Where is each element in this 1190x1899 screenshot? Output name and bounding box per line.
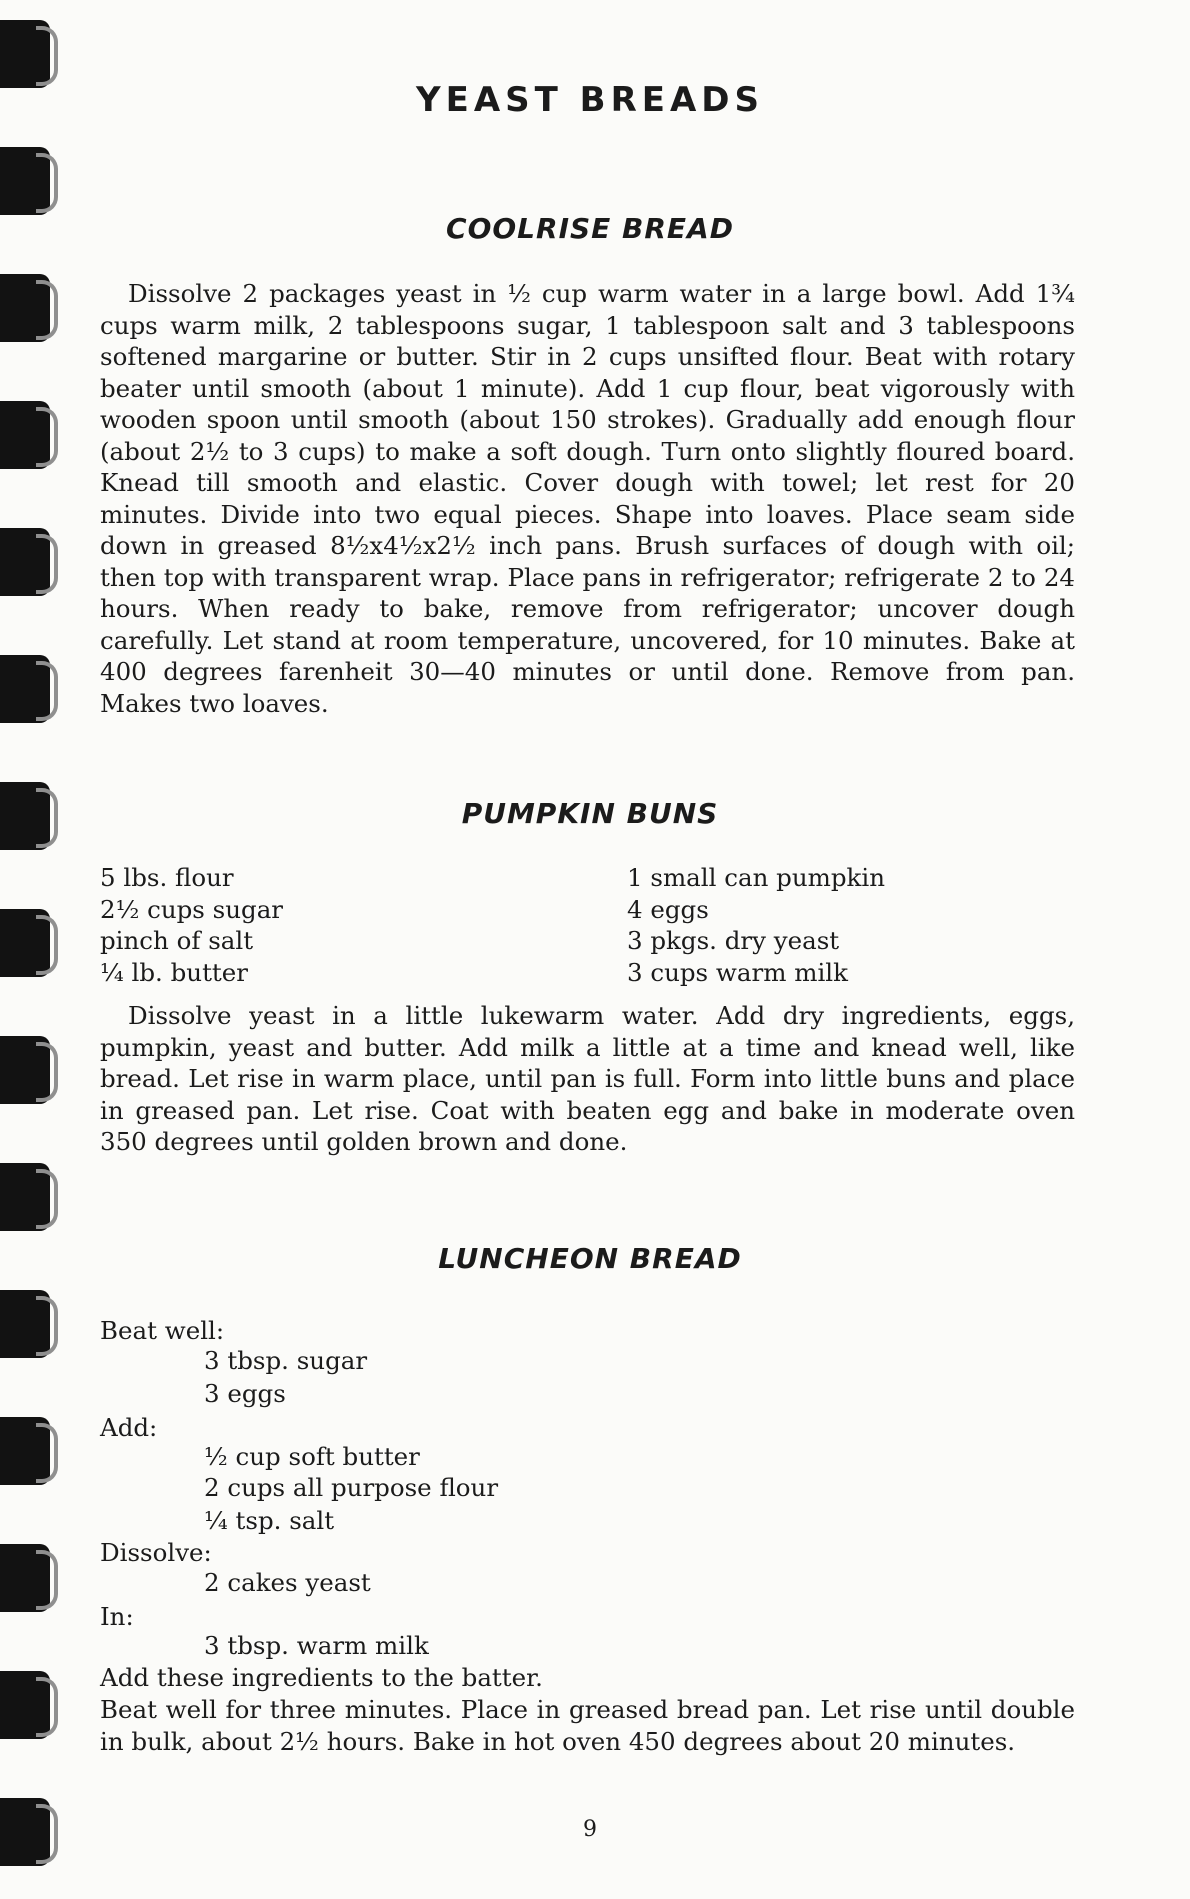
- ingredient-item: 3 tbsp. warm milk: [204, 1631, 429, 1660]
- binding-ring: [0, 782, 58, 850]
- ingredient-item: 2 cakes yeast: [204, 1568, 371, 1597]
- binding-wire: [36, 534, 58, 594]
- page-number: 9: [583, 1817, 597, 1842]
- binding-wire: [36, 1550, 58, 1610]
- ingredient-item: 3 pkgs. dry yeast: [627, 926, 840, 955]
- binding-ring: [0, 1036, 58, 1104]
- pumpkin-instructions: Dissolve yeast in a little lukewarm water. Add dry ingredients, eggs, pumpkin, yeast and butter. Add milk a little at a time and knead well, like bread. Let rise in warm place, until pan is full. Form into little buns and place in greased pan. Let rise. Coat with beaten egg and bake in moderate oven 350 degrees until golden brown and done.: [100, 1001, 1075, 1156]
- ingredient-item: 1 small can pumpkin: [627, 863, 885, 892]
- binding-ring: [0, 1671, 58, 1739]
- binding-ring: [0, 909, 58, 977]
- binding-wire: [36, 153, 58, 213]
- ingredient-item: 2½ cups sugar: [100, 894, 284, 924]
- binding-ring: [0, 20, 58, 88]
- binding-wire: [36, 915, 58, 975]
- spiral-binding: [0, 0, 70, 1899]
- binding-wire: [36, 26, 58, 86]
- ingredient-item: ¼ lb. butter: [100, 957, 248, 987]
- binding-wire: [36, 1042, 58, 1102]
- binding-ring: [0, 1163, 58, 1231]
- binding-ring: [0, 1417, 58, 1485]
- binding-wire: [36, 1804, 58, 1864]
- pumpkin-ingredients-right: [627, 862, 885, 988]
- recipe-title-pumpkin: PUMPKIN BUNS: [461, 797, 719, 830]
- ingredient-item: pinch of salt: [100, 926, 254, 955]
- ingredient-item: 4 eggs: [627, 894, 709, 924]
- pumpkin-ingredients-left: [100, 862, 283, 988]
- ingredient-item: ½ cup soft butter: [204, 1442, 420, 1471]
- binding-ring: [0, 401, 58, 469]
- step-label: Add:: [100, 1413, 158, 1442]
- binding-wire: [36, 407, 58, 467]
- recipe-title-coolrise: COOLRISE BREAD: [446, 212, 734, 245]
- binding-ring: [0, 1544, 58, 1612]
- binding-ring: [0, 655, 58, 723]
- page-title: YEAST BREADS: [415, 80, 765, 120]
- binding-wire: [36, 661, 58, 721]
- ingredient-item: 3 cups warm milk: [627, 957, 848, 987]
- recipe-title-luncheon: LUNCHEON BREAD: [438, 1242, 742, 1275]
- step-label: Dissolve:: [100, 1538, 212, 1567]
- binding-wire: [36, 788, 58, 848]
- instruction-line: Add these ingredients to the batter.: [100, 1663, 543, 1692]
- binding-wire: [36, 1423, 58, 1483]
- binding-wire: [36, 1169, 58, 1229]
- luncheon-final-instructions: Beat well for three minutes. Place in greased bread pan. Let rise until double in bulk, about 2½ hours. Bake in hot oven 450 degrees about 20 minutes.: [100, 1695, 1075, 1756]
- step-label: Beat well:: [100, 1316, 225, 1345]
- ingredient-item: ¼ tsp. salt: [204, 1506, 335, 1535]
- binding-ring: [0, 1290, 58, 1358]
- binding-ring: [0, 274, 58, 342]
- binding-wire: [36, 1296, 58, 1356]
- binding-wire: [36, 280, 58, 340]
- ingredient-item: 5 lbs. flour: [100, 863, 234, 892]
- step-label: In:: [100, 1602, 134, 1631]
- ingredient-item: 3 eggs: [204, 1379, 286, 1408]
- binding-wire: [36, 1677, 58, 1737]
- cookbook-page: [100, 0, 1080, 1899]
- binding-ring: [0, 147, 58, 215]
- coolrise-instructions: Dissolve 2 packages yeast in ½ cup warm water in a large bowl. Add 1¾ cups warm milk, 2 tablespoons sugar, 1 tablespoon salt and 3 tablespoons softened margarine or butter. Stir in 2 cups unsifted flour. Beat with rotary beater until smooth (about 1 minute). Add 1 cup flour, beat vigorously with wooden spoon until smooth (about 150 strokes). Gradually add enough flour (about 2½ to 3 cups) to make a soft dough. Turn onto slightly floured board. Knead till smooth and elastic. Cover dough with towel; let rest for 20 minutes. Divide into two equal pieces. Shape into loaves. Place seam side down in greased 8½x4½x2½ inch pans. Brush surfaces of dough with oil; then top with transparent wrap. Place pans in refrigerator; refrigerate 2 to 24 hours. When ready to bake, remove from refrigerator; uncover dough carefully. Let stand at room temperature, uncovered, for 10 minutes. Bake at 400 degrees farenheit 30—40 minutes or until done. Remove from pan. Makes two loaves.: [100, 279, 1075, 718]
- binding-ring: [0, 528, 58, 596]
- ingredient-item: 3 tbsp. sugar: [204, 1346, 368, 1375]
- binding-ring: [0, 1798, 58, 1866]
- ingredient-item: 2 cups all purpose flour: [204, 1473, 499, 1502]
